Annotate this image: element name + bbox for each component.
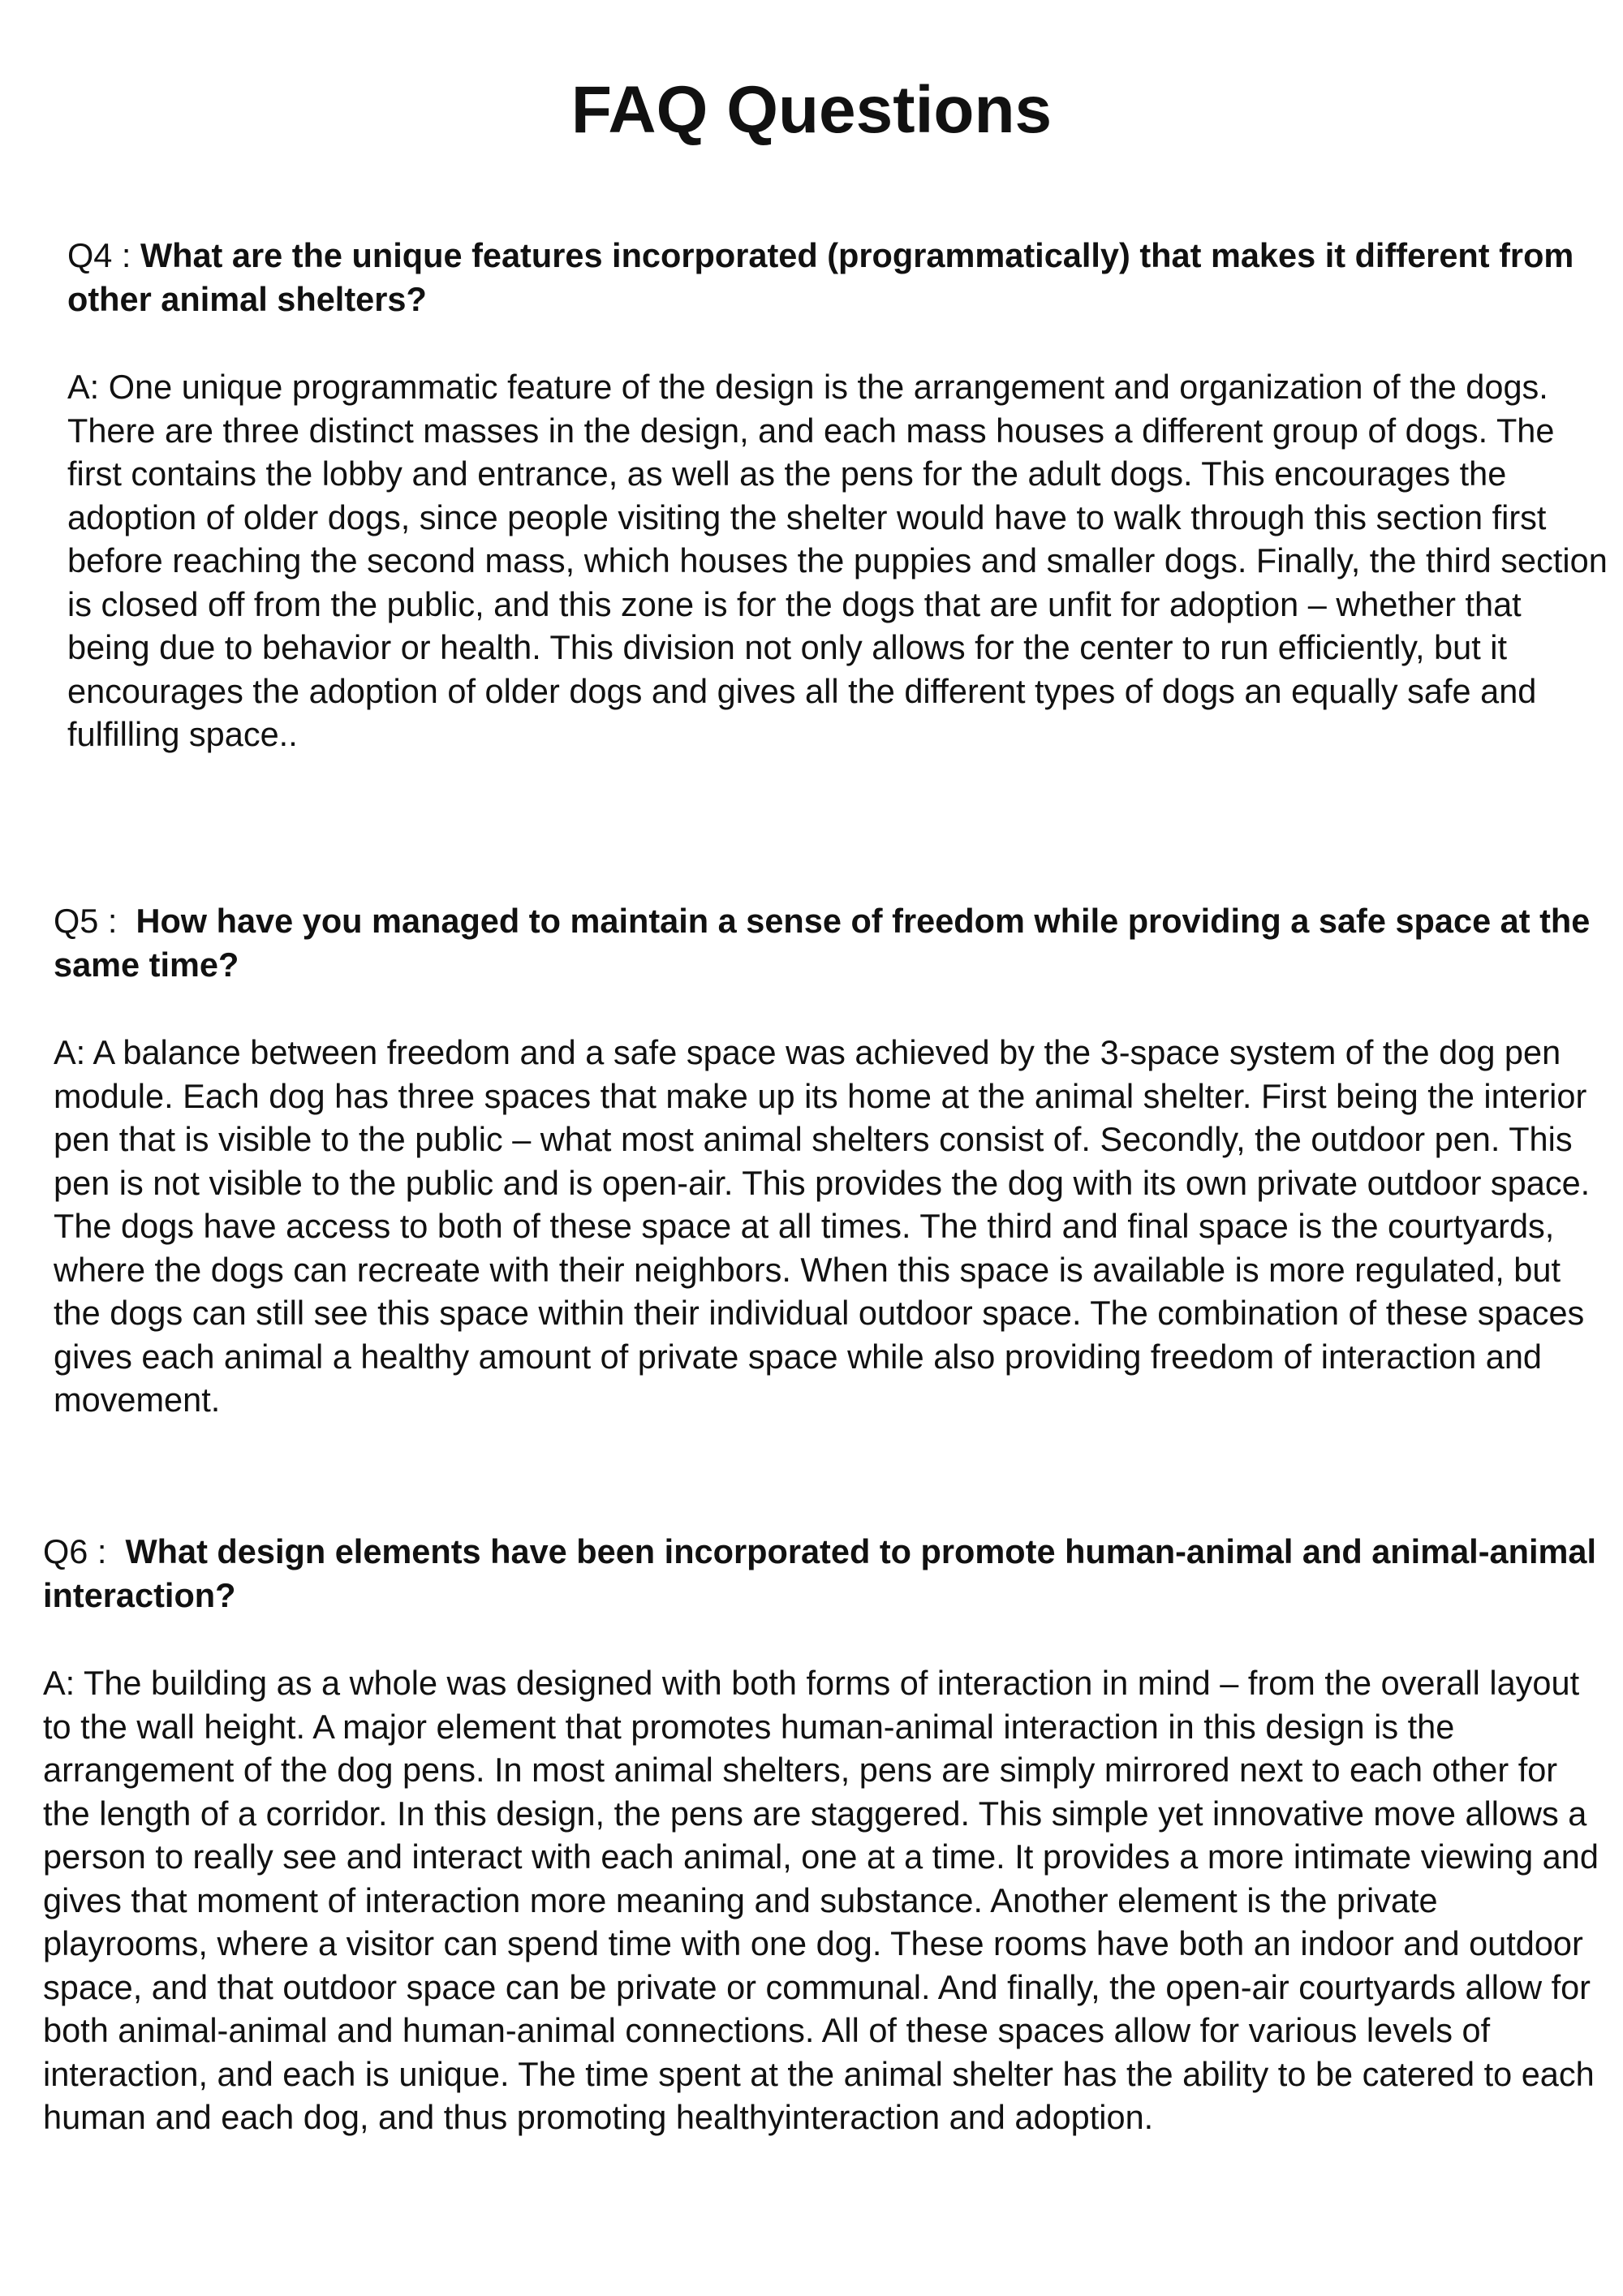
faq-answer: A: One unique programmatic feature of the design is the arrangement and organization of the dogs. There are three distinct masses in the design, and each mass houses a different group of dogs. The first contains the lobby and entrance, as well as the pens for the adult dogs. This encourages the adoption of older dogs, since people visiting the shelter would have to walk through this section first before reaching the second mass, which houses the puppies and smaller dogs. Finally, the third section is closed off from the public, and this zone is for the dogs that are unfit for adoption – whether that being due to behavior or health. This division not only allows for the center to run efficiently, but it encourages the adoption of older dogs and gives all the different types of dogs an equally safe and fulfilling space.. xyxy=(67,368,1608,753)
question-label: Q5 : xyxy=(54,902,136,940)
question-text: What design elements have been incorporated to promote human-animal and animal-animal interaction? xyxy=(43,1532,1596,1614)
question-label: Q4 : xyxy=(67,236,140,274)
page-title: FAQ Questions xyxy=(570,73,1053,147)
faq-question xyxy=(67,234,1609,321)
faq-question xyxy=(54,899,1612,987)
faq-item-q5 xyxy=(54,899,1612,1422)
question-label: Q6 : xyxy=(43,1532,126,1570)
faq-answer: A: The building as a whole was designed with both forms of interaction in mind – from the overall layout to the wall height. A major element that promotes human-animal interaction in this design is the arrangement of the dog pens. In most animal shelters, pens are simply mirrored next to each other for the length of a corridor. In this design, the pens are staggered. This simple yet innovative move allows a person to really see and interact with each animal, one at a time. It provides a more intimate viewing and gives that moment of interaction more meaning and substance. Another element is the private playrooms, where a visitor can spend time with one dog. These rooms have both an indoor and outdoor space, and that outdoor space can be private or communal. And finally, the open-air courtyards allow for both animal-animal and human-animal connections. All of these spaces allow for various levels of interaction, and each is unique. The time spent at the animal shelter has the ability to be catered to each human and each dog, and thus promoting healthyinteraction and adoption. xyxy=(43,1664,1599,2136)
faq-question xyxy=(43,1530,1609,1618)
faq-answer: A: A balance between freedom and a safe space was achieved by the 3-space system of the dog pen module. Each dog has three spaces that make up its home at the animal shelter. First being the interior pen that is visible to the public – what most animal shelters consist of. Secondly, the outdoor pen. This pen is not visible to the public and is open-air. This provides the dog with its own private outdoor space. The dogs have access to both of these space at all times. The third and final space is the courtyards, where the dogs can recreate with their neighbors. When this space is available is more regulated, but the dogs can still see this space within their individual outdoor space. The combination of these spaces gives each animal a healthy amount of private space while also providing freedom of interaction and movement. xyxy=(54,1033,1591,1419)
question-text: How have you managed to maintain a sense of freedom while providing a safe space at the same time? xyxy=(54,902,1591,984)
faq-item-q4 xyxy=(67,234,1609,756)
question-text: What are the unique features incorporated (programmatically) that makes it different from other animal shelters? xyxy=(67,236,1574,318)
faq-item-q6 xyxy=(43,1530,1609,2139)
